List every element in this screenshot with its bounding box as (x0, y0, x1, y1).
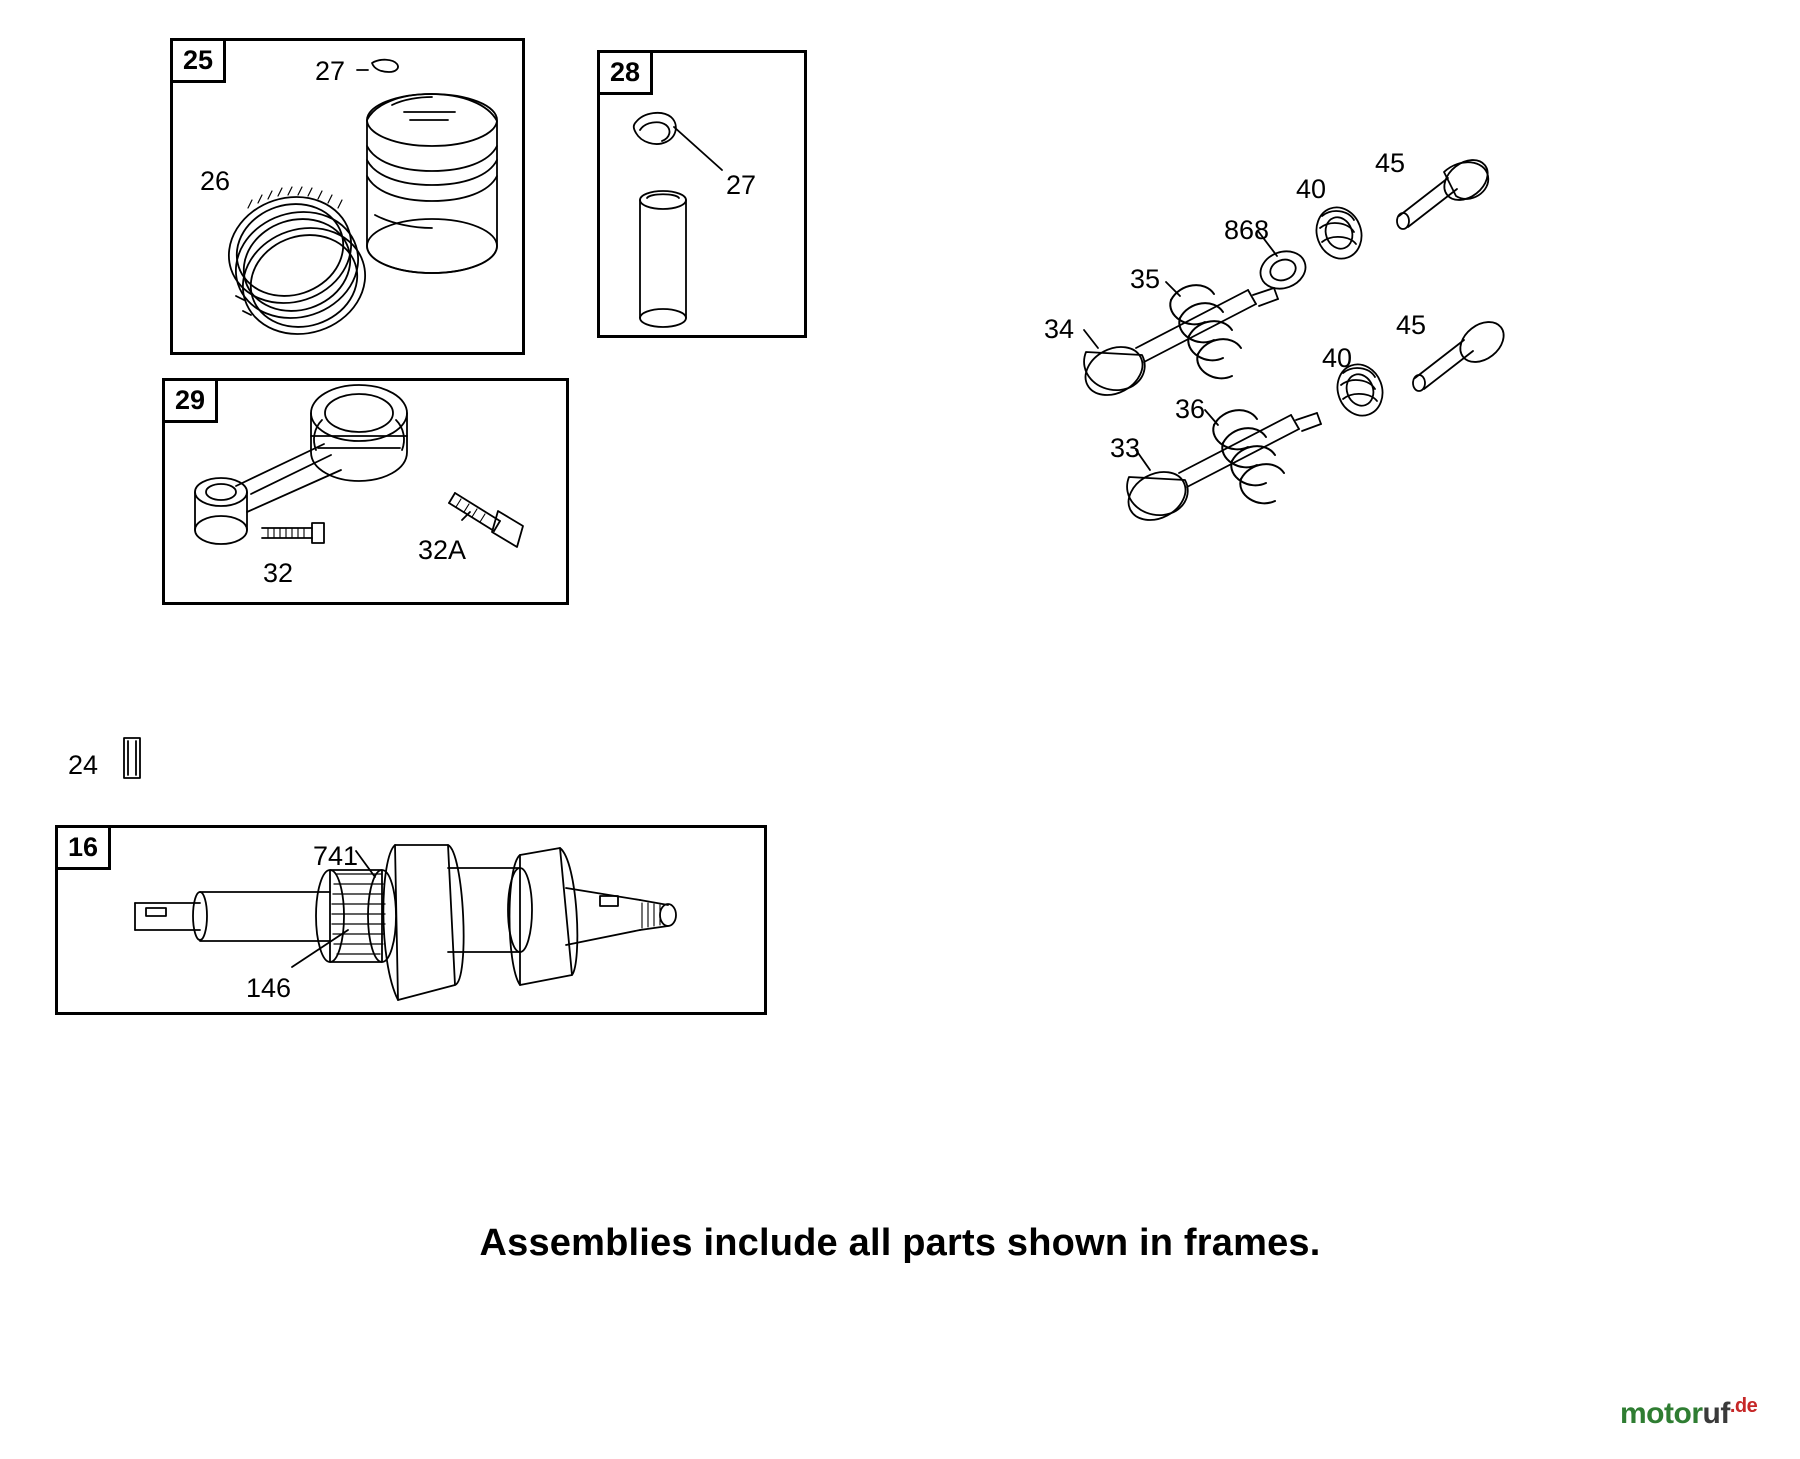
callout-36-spring: 36 (1175, 394, 1206, 424)
watermark-brand-suffix: uf (1702, 1397, 1730, 1430)
callout-40-upper-retainer: 40 (1296, 174, 1327, 204)
watermark-brand: motor (1620, 1397, 1703, 1430)
callout-34-valve: 34 (1044, 314, 1075, 344)
callout-32a-bolt: 32A (418, 535, 467, 565)
callout-741-gear: 741 (313, 841, 359, 871)
callout-27-pin-clip: 27 (726, 170, 757, 200)
callout-146-pinion: 146 (246, 973, 292, 1003)
callout-33-valve: 33 (1110, 433, 1141, 463)
callout-24-key: 24 (68, 750, 99, 780)
valve-train-art (1077, 148, 1511, 530)
diagram-caption: Assemblies include all parts shown in frames. (479, 1222, 1321, 1264)
callout-40-lower-retainer: 40 (1322, 343, 1353, 373)
frame-16 (55, 825, 767, 1015)
frame-28 (597, 50, 807, 338)
motoruf-watermark (1620, 1395, 1757, 1431)
frame-29-tag: 29 (165, 381, 218, 423)
callout-868-seal: 868 (1224, 215, 1270, 245)
callout-26-piston-rings: 26 (200, 166, 231, 196)
callout-45-upper-valve: 45 (1375, 148, 1406, 178)
callout-32-dipper: 32 (263, 558, 294, 588)
frame-28-tag: 28 (600, 53, 653, 95)
frame-16-tag: 16 (58, 828, 111, 870)
frame-29 (162, 378, 569, 605)
callout-27-piston-ring-clip: 27 (315, 56, 346, 86)
callout-45-lower-valve: 45 (1396, 310, 1427, 340)
watermark-tld: .de (1729, 1395, 1758, 1417)
frame-25 (170, 38, 525, 355)
frame-25-tag: 25 (173, 41, 226, 83)
crankshaft-key-art (124, 738, 140, 778)
callout-35-spring: 35 (1130, 264, 1161, 294)
